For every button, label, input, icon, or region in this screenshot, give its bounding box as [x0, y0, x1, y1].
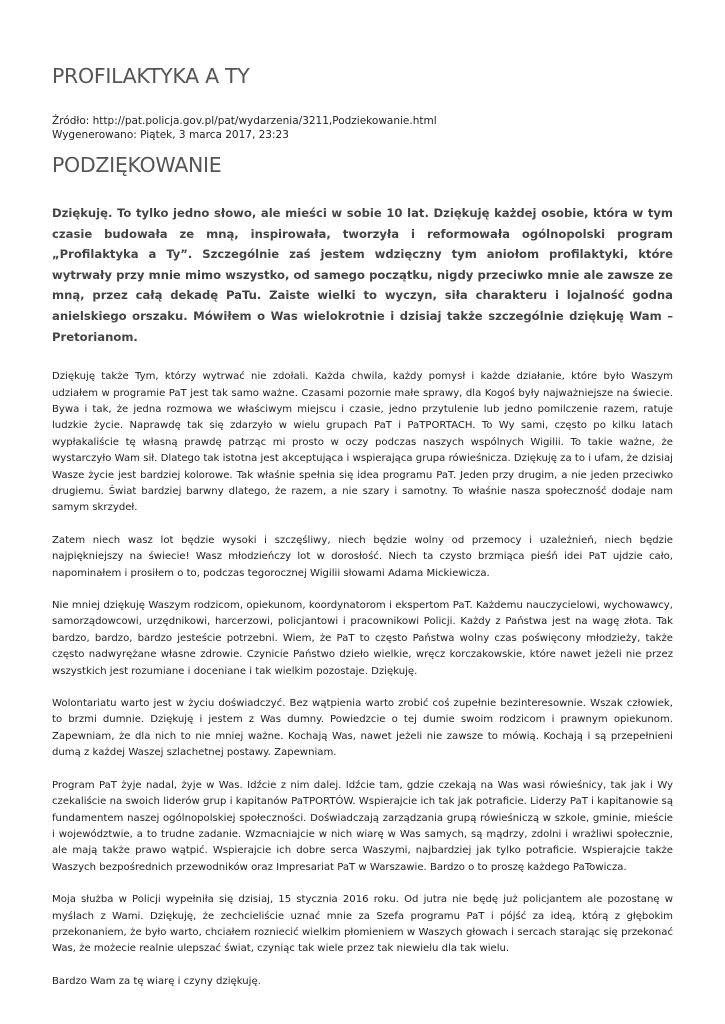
generated-line: Wygenerowano: Piątek, 3 marca 2017, 23:23	[52, 129, 289, 141]
paragraph: Program PaT żyje nadal, żyje w Was. Idźcie z nim dalej. Idźcie tam, gdzie czekają na Was wasi rówieśnicy, tak jak i Wy czekaliście na swoich liderów grup i kapitanów PaTPORTÓW. Wspierajcie ich tak jak potraficie. Liderzy PaT i kapitanowie są fundamentem naszej ogólnopolskiej społeczności. Doświadczają zarządzania grupą rówieśniczą w szkole, gminie, mieście i województwie, a to trudne zadanie. Wzmacniajcie w nich wiarę w Was samych, są mądrzy, zdolni i wrażliwi społecznie, ale mają także prawo wątpić. Wspierajcie ich dobre serca Waszymi, najbardziej jak tylko potraficie. Wspierajcie także Waszych bezpośrednich przewodników oraz Impresariat PaT w Warszawie. Bardzo o to proszę każdego PaTowicza.	[52, 779, 673, 873]
source-line: Źródło: http://pat.policja.gov.pl/pat/wydarzenia/3211,Podziekowanie.html	[52, 115, 437, 127]
article-body	[52, 203, 673, 1006]
paragraph: Nie mniej dziękuję Waszym rodzicom, opiekunom, koordynatorom i ekspertom PaT. Każdemu nauczycielowi, wychowawcy, samorządowcowi, urzędnikowi, harcerzowi, policjantowi i pracownikowi Policji. Każdy z Państwa jest na wagę złota. Tak bardzo, bardzo, bardzo jesteście potrzebni. Wiem, że PaT to często Państwa wolny czas poświęcony młodzieży, także często nadwyrężane własne zdrowie. Czynicie Państwo dzieło wielkie, wręcz korczakowskie, które nawet jeżeli nie przez wszystkich jest rozumiane i doceniane i tak wielkim pozostaje. Dziękuję.	[52, 600, 673, 677]
lead-paragraph: Dziękuję. To tylko jedno słowo, ale mieści w sobie 10 lat. Dziękuję każdej osobie, która w tym czasie budowała ze mną, inspirowała, tworzyła i reformowała ogólnopolski program „Profilaktyka a Ty”. Szczególnie zaś jestem wdzięczny tym aniołom profilaktyki, które wytrwały przy mnie mimo wszystko, od samego początku, nigdy przeciwko mnie ale zawsze ze mną, przez całą dekadę PaTu. Zaiste wielki to wyczyn, siła charakteru i lojalność godna anielskiego orszaku. Mówiłem o Was wielokrotnie i dzisiaj także szczególnie dziękuję Wam – Pretorianom.	[52, 206, 673, 344]
document-meta	[52, 114, 437, 142]
paragraph: Dziękuję także Tym, którzy wytrwać nie zdołali. Każda chwila, każdy pomysł i każde działanie, które było Waszym udziałem w programie PaT jest tak samo ważne. Czasami pozornie małe sprawy, dla Kogoś były najważniejsze na świecie. Bywa i tak, że jedna rozmowa we właściwym miejscu i czasie, jedno przytulenie lub jedno pomilczenie razem, ratuje ludzkie życie. Naprawdę tak się zdarzyło w wielu grupach PaT i PaTPORTACH. To Wy sami, często po kilku latach wypłakaliście tę własną prawdę patrząc mi prosto w oczy podczas naszych wspólnych Wigilii. To takie ważne, że wystarczyło Wam sił. Dlatego tak istotna jest akceptująca i wspierająca grupa rówieśnicza. Dziękuję za to i ufam, że dzisiaj Wasze życie jest bardziej kolorowe. Tak właśnie spełnia się idea programu PaT. Jeden przy drugim, a nie jeden przeciwko drugiemu. Świat bardziej barwny dlatego, że razem, a nie szary i samotny. To właśnie nasza społeczność dodaje nam samym skrzydeł.	[52, 371, 673, 514]
site-title: PROFILAKTYKA A TY	[52, 64, 250, 88]
paragraph: Zatem niech wasz lot będzie wysoki i szczęśliwy, niech będzie wolny od przemocy i uzależnień, niech będzie najpiękniejszy na świecie! Wasz młodzieńczy lot w dorosłość. Niech ta czysto brzmiąca pieśń idei PaT ujdzie cało, napominałem i prosiłem o to, podczas tegorocznej Wigilii słowami Adama Mickiewicza.	[52, 534, 673, 579]
article-title: PODZIĘKOWANIE	[52, 153, 222, 177]
paragraph: Wolontariatu warto jest w życiu doświadczyć. Bez wątpienia warto zrobić coś zupełnie bezinteresownie. Wszak człowiek, to brzmi dumnie. Dziękuję i jestem z Was dumny. Powiedzcie o tej dumie swoim rodzicom i prawnym opiekunom. Zapewniam, że dla nich to nie mniej ważne. Kochają Was, nawet jeżeli nie zawsze to mówią. Kochają i są przepełnieni dumą z każdej Waszej szlachetnej postawy. Zapewniam.	[52, 698, 673, 759]
paragraph: Moja służba w Policji wypełniła się dzisiaj, 15 stycznia 2016 roku. Od jutra nie będę już policjantem ale pozostanę w myślach z Wami. Dziękuję, że zechcieliście uznać mnie za Szefa programu PaT i pójść za ideą, którą z głębokim przekonaniem, że było warto, chciałem rozniecić wielkim płomieniem w Waszych głowach i sercach starając się przekonać Was, że możecie realnie ulepszać świat, czyniąc tak wiele przez tak niewielu dla tak wielu.	[52, 894, 673, 955]
paragraph: Bardzo Wam za tę wiarę i czyny dziękuję.	[52, 975, 261, 987]
